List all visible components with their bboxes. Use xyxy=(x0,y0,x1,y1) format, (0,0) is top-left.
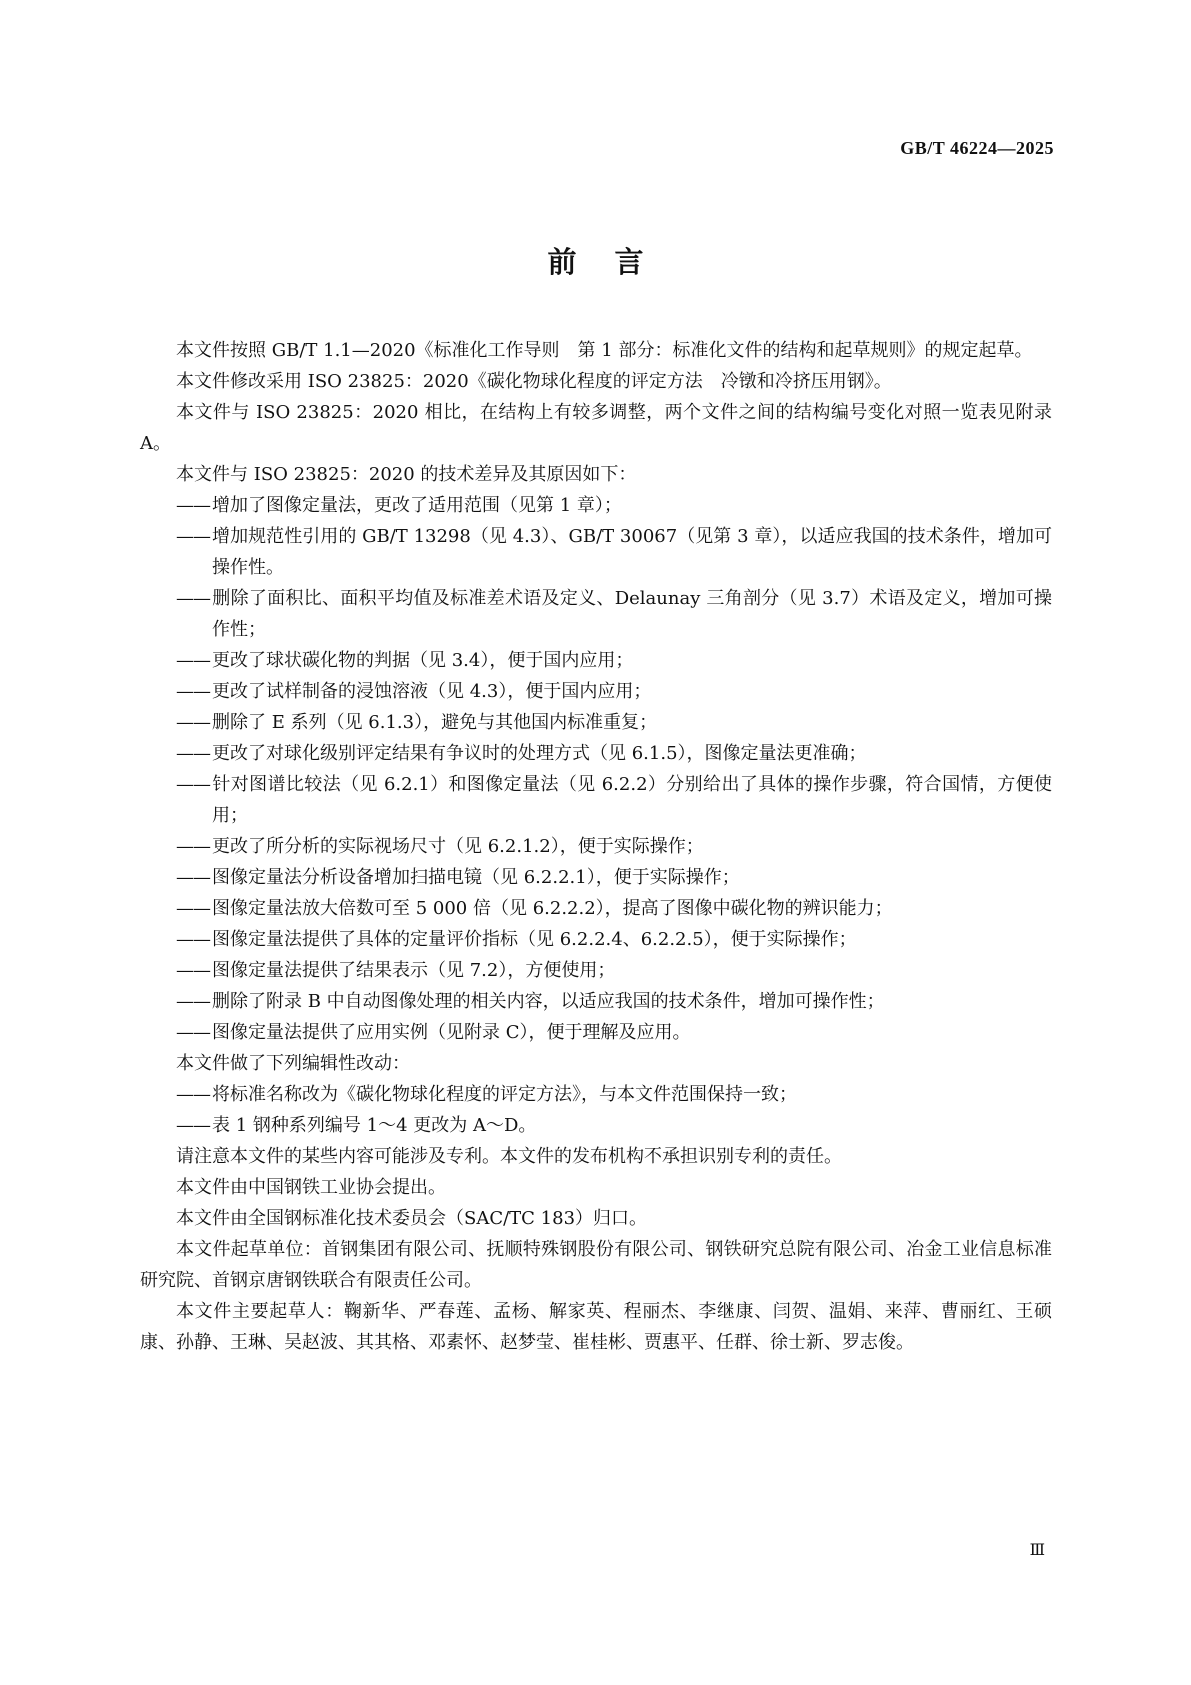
list-item-text: 删除了 E 系列（见 6.1.3），避免与其他国内标准重复； xyxy=(212,712,658,733)
list-item-text: 更改了试样制备的浸蚀溶液（见 4.3），便于国内应用； xyxy=(212,681,652,702)
list-item xyxy=(140,955,1052,986)
dash-marker: —— xyxy=(176,1115,210,1136)
paragraph: 本文件起草单位：首钢集团有限公司、抚顺特殊钢股份有限公司、钢铁研究总院有限公司、冶金工业信息标准研究院、首钢京唐钢铁联合有限责任公司。 xyxy=(140,1239,1052,1291)
paragraph: 请注意本文件的某些内容可能涉及专利。本文件的发布机构不承担识别专利的责任。 xyxy=(176,1146,842,1167)
list-item-text: 删除了附录 B 中自动图像处理的相关内容，以适应我国的技术条件，增加可操作性； xyxy=(212,991,885,1012)
list-item xyxy=(140,1110,1052,1141)
list-item-text: 图像定量法放大倍数可至 5 000 倍（见 6.2.2.2），提高了图像中碳化物的辨识能力； xyxy=(212,898,893,919)
list-item xyxy=(140,490,1052,521)
paragraph: 本文件修改采用 ISO 23825：2020《碳化物球化程度的评定方法 冷镦和冷挤压用钢》。 xyxy=(176,371,892,392)
list-item xyxy=(140,645,1052,676)
dash-marker: —— xyxy=(176,774,210,795)
page-number: Ⅲ xyxy=(1029,1542,1045,1559)
dash-marker: —— xyxy=(176,743,210,764)
list-item-text: 图像定量法提供了应用实例（见附录 C），便于理解及应用。 xyxy=(212,1022,691,1043)
list-item xyxy=(140,893,1052,924)
dash-marker: —— xyxy=(176,681,210,702)
dash-marker: —— xyxy=(176,526,210,547)
list-item xyxy=(140,862,1052,893)
paragraph: 本文件与 ISO 23825：2020 相比，在结构上有较多调整，两个文件之间的结构编号变化对照一览表见附录 A。 xyxy=(140,402,1052,454)
list-item xyxy=(140,769,1052,831)
dash-marker: —— xyxy=(176,588,210,609)
dash-marker: —— xyxy=(176,1022,210,1043)
page-title: 前言 xyxy=(547,245,682,279)
dash-marker: —— xyxy=(176,1084,210,1105)
list-item-text: 图像定量法提供了具体的定量评价指标（见 6.2.2.4、6.2.2.5），便于实际操作； xyxy=(212,929,857,950)
paragraph: 本文件做了下列编辑性改动： xyxy=(176,1053,410,1074)
list-item-text: 表 1 钢种系列编号 1～4 更改为 A～D。 xyxy=(212,1115,537,1136)
paragraph: 本文件由全国钢标准化技术委员会（SAC/TC 183）归口。 xyxy=(176,1208,648,1229)
list-item xyxy=(140,831,1052,862)
list-item xyxy=(140,738,1052,769)
list-item xyxy=(140,1017,1052,1048)
dash-marker: —— xyxy=(176,898,210,919)
dash-marker: —— xyxy=(176,836,210,857)
list-item-text: 增加了图像定量法，更改了适用范围（见第 1 章）； xyxy=(212,495,622,516)
foreword-body xyxy=(140,335,1052,1358)
list-item-text: 增加规范性引用的 GB/T 13298（见 4.3）、GB/T 30067（见第 3 章），以适应我国的技术条件，增加可操作性。 xyxy=(212,526,1052,578)
list-item-text: 针对图谱比较法（见 6.2.1）和图像定量法（见 6.2.2）分别给出了具体的操作步骤，符合国情，方便使用； xyxy=(212,774,1052,826)
dash-marker: —— xyxy=(176,960,210,981)
dash-marker: —— xyxy=(176,991,210,1012)
list-item xyxy=(140,676,1052,707)
list-item xyxy=(140,1079,1052,1110)
paragraph: 本文件由中国钢铁工业协会提出。 xyxy=(176,1177,446,1198)
dash-marker: —— xyxy=(176,495,210,516)
list-item xyxy=(140,707,1052,738)
list-item xyxy=(140,986,1052,1017)
paragraph: 本文件按照 GB/T 1.1—2020《标准化工作导则 第 1 部分：标准化文件的结构和起草规则》的规定起草。 xyxy=(176,340,1033,361)
list-item-text: 更改了球状碳化物的判据（见 3.4），便于国内应用； xyxy=(212,650,634,671)
list-item-text: 图像定量法分析设备增加扫描电镜（见 6.2.2.1），便于实际操作； xyxy=(212,867,740,888)
paragraph: 本文件主要起草人：鞠新华、严春莲、孟杨、解家英、程丽杰、李继康、闫贺、温娟、来萍、曹丽红、王硕康、孙静、王琳、吴赵波、其其格、邓素怀、赵梦莹、崔桂彬、贾惠平、任群、徐士新、罗志俊。 xyxy=(140,1301,1052,1353)
standard-code: GB/T 46224—2025 xyxy=(900,138,1054,158)
list-item-text: 将标准名称改为《碳化物球化程度的评定方法》，与本文件范围保持一致； xyxy=(212,1084,797,1105)
dash-marker: —— xyxy=(176,650,210,671)
list-item xyxy=(140,583,1052,645)
list-item-text: 更改了所分析的实际视场尺寸（见 6.2.1.2），便于实际操作； xyxy=(212,836,704,857)
paragraph: 本文件与 ISO 23825：2020 的技术差异及其原因如下： xyxy=(176,464,637,485)
list-item-text: 更改了对球化级别评定结果有争议时的处理方式（见 6.1.5），图像定量法更准确； xyxy=(212,743,867,764)
list-item-text: 图像定量法提供了结果表示（见 7.2），方便使用； xyxy=(212,960,616,981)
dash-marker: —— xyxy=(176,929,210,950)
list-item xyxy=(140,924,1052,955)
list-item-text: 删除了面积比、面积平均值及标准差术语及定义、Delaunay 三角剖分（见 3.7）术语及定义，增加可操作性； xyxy=(212,588,1052,640)
dash-marker: —— xyxy=(176,867,210,888)
dash-marker: —— xyxy=(176,712,210,733)
list-item xyxy=(140,521,1052,583)
